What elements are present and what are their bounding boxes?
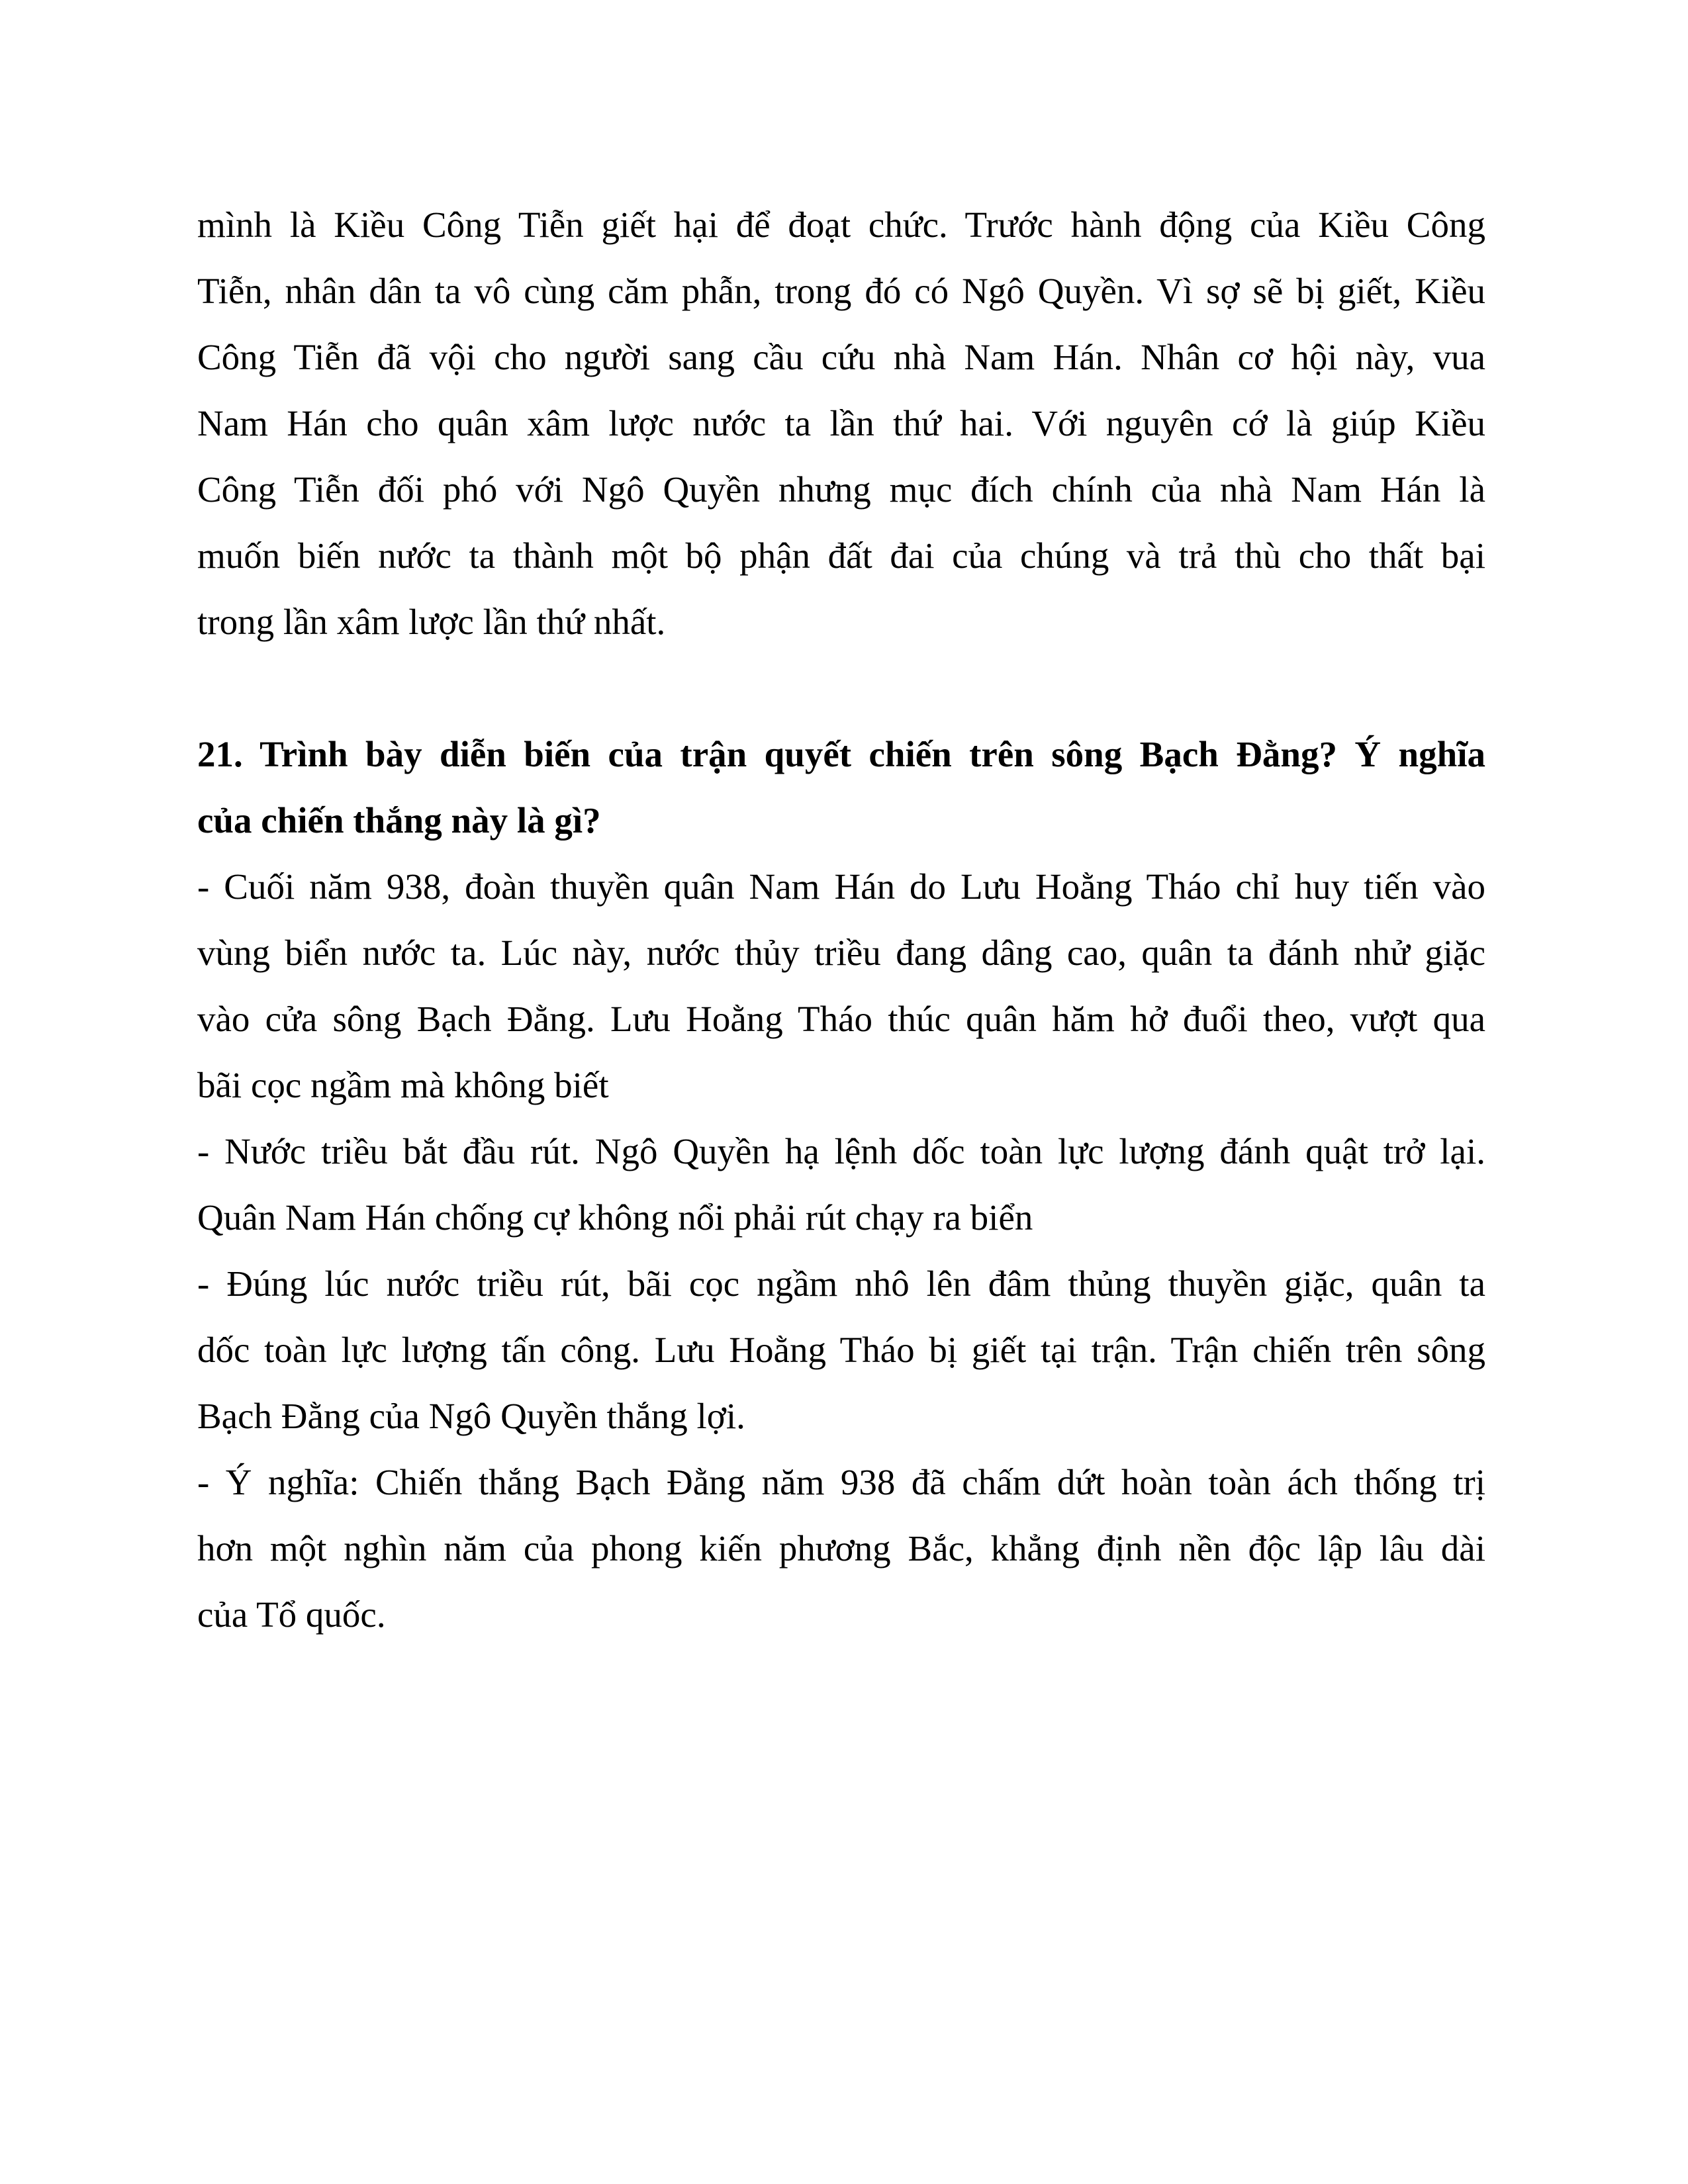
answer-line: bãi cọc ngầm mà không biết (197, 1065, 609, 1105)
paragraph-gap (197, 655, 1485, 721)
paragraph-line: Nam Hán cho quân xâm lược nước ta lần thứ hai. Với nguyên cớ là giúp Kiều (197, 403, 1485, 443)
answer-line: hơn một nghìn năm của phong kiến phương Bắc, khẳng định nền độc lập lâu dài (197, 1528, 1485, 1569)
intro-paragraph (197, 192, 1485, 655)
question-heading (197, 721, 1485, 854)
answer-line: vào cửa sông Bạch Đằng. Lưu Hoằng Tháo thúc quân hăm hở đuổi theo, vượt qua (197, 999, 1485, 1039)
answer-point (197, 1251, 1485, 1449)
answer-line: - Nước triều bắt đầu rút. Ngô Quyền hạ lệnh dốc toàn lực lượng đánh quật trở lại. (197, 1131, 1485, 1171)
paragraph-line: Công Tiễn đã vội cho người sang cầu cứu nhà Nam Hán. Nhân cơ hội này, vua (197, 337, 1485, 377)
answer-line: dốc toàn lực lượng tấn công. Lưu Hoằng Tháo bị giết tại trận. Trận chiến trên sông (197, 1330, 1485, 1370)
paragraph-line: mình là Kiều Công Tiễn giết hại để đoạt chức. Trước hành động của Kiều Công (197, 205, 1485, 245)
heading-line: 21. Trình bày diễn biến của trận quyết chiến trên sông Bạch Đằng? Ý nghĩa (197, 734, 1485, 774)
paragraph-line: trong lần xâm lược lần thứ nhất. (197, 602, 666, 642)
answer-line: của Tổ quốc. (197, 1594, 386, 1635)
heading-line: của chiến thắng này là gì? (197, 800, 601, 841)
answer-point (197, 854, 1485, 1118)
answer-line: - Cuối năm 938, đoàn thuyền quân Nam Hán do Lưu Hoằng Tháo chỉ huy tiến vào (197, 866, 1485, 907)
paragraph-line: Công Tiễn đối phó với Ngô Quyền nhưng mục đích chính của nhà Nam Hán là (197, 469, 1485, 510)
paragraph-line: Tiễn, nhân dân ta vô cùng căm phẫn, trong đó có Ngô Quyền. Vì sợ sẽ bị giết, Kiều (197, 271, 1485, 311)
answer-line: Bạch Đằng của Ngô Quyền thắng lợi. (197, 1396, 745, 1436)
paragraph-line: muốn biến nước ta thành một bộ phận đất đai của chúng và trả thù cho thất bại (197, 535, 1485, 576)
answer-line: - Đúng lúc nước triều rút, bãi cọc ngầm nhô lên đâm thủng thuyền giặc, quân ta (197, 1263, 1485, 1304)
answer-line: - Ý nghĩa: Chiến thắng Bạch Đằng năm 938 đã chấm dứt hoàn toàn ách thống trị (197, 1462, 1485, 1502)
answer-point (197, 1449, 1485, 1648)
answer-line: Quân Nam Hán chống cự không nổi phải rút chạy ra biển (197, 1197, 1033, 1238)
document-page (197, 192, 1485, 1648)
answer-line: vùng biển nước ta. Lúc này, nước thủy triều đang dâng cao, quân ta đánh nhử giặc (197, 933, 1485, 973)
answer-point (197, 1118, 1485, 1251)
